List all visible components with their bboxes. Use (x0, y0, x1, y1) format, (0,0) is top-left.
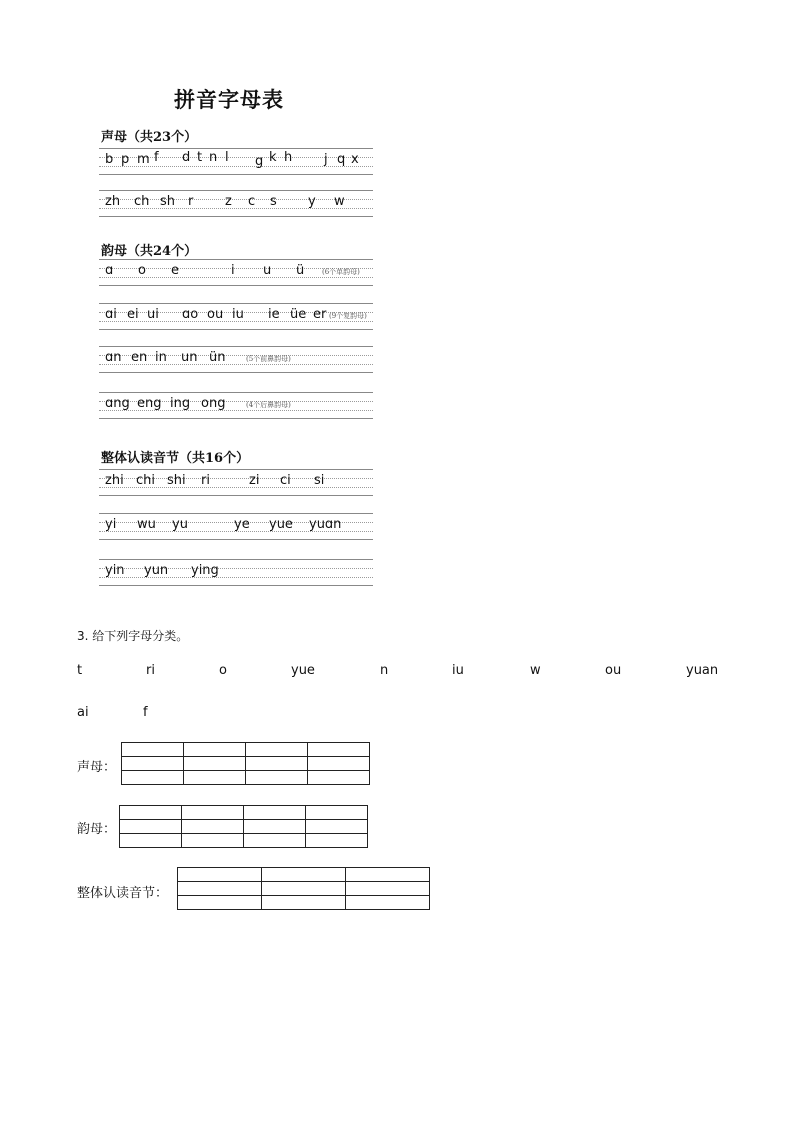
pinyin-item: ui (147, 307, 159, 322)
answer-cell[interactable] (122, 771, 184, 785)
pinyin-item: o (138, 263, 146, 278)
answer-cell[interactable] (244, 834, 306, 848)
zhengti-band-3 (99, 559, 373, 586)
pinyin-item: k (269, 150, 277, 165)
answer-cell[interactable] (346, 868, 430, 882)
pinyin-item: c (248, 194, 256, 209)
pinyin-item: üe (290, 307, 307, 322)
answer-cell[interactable] (120, 820, 182, 834)
answer-cell[interactable] (120, 806, 182, 820)
pinyin-item: ci (280, 473, 291, 488)
shengmu-heading: 声母（共23个） (101, 130, 198, 145)
pinyin-item: ün (209, 350, 226, 365)
pinyin-item: p (121, 152, 130, 167)
pinyin-item: in (155, 350, 167, 365)
category-note: (5个前鼻韵母) (246, 355, 291, 363)
pinyin-item: y (308, 194, 316, 209)
pinyin-item: ch (134, 194, 150, 209)
pinyin-item: ɑ (105, 263, 114, 278)
shengmu-band-2 (99, 190, 373, 217)
answer-cell[interactable] (178, 868, 262, 882)
pinyin-item: ying (191, 563, 219, 578)
pinyin-item: ɑn (105, 350, 122, 365)
answer-cell[interactable] (308, 771, 370, 785)
pinyin-item: j (324, 152, 328, 167)
pinyin-item: yun (144, 563, 169, 578)
pinyin-item: yuɑn (309, 517, 342, 532)
answer-cell[interactable] (306, 834, 368, 848)
pinyin-item: eng (137, 396, 162, 411)
pinyin-item: ou (207, 307, 224, 322)
pinyin-item: yu (172, 517, 188, 532)
pinyin-item: x (351, 152, 359, 167)
pinyin-item: yi (105, 517, 117, 532)
answer-cell[interactable] (308, 757, 370, 771)
word-item: ri (146, 663, 155, 678)
zhengti-answer-table (177, 867, 430, 910)
pinyin-item: u (263, 263, 272, 278)
pinyin-item: un (181, 350, 198, 365)
pinyin-item: ie (268, 307, 280, 322)
answer-cell[interactable] (184, 771, 246, 785)
pinyin-item: z (225, 194, 232, 209)
pinyin-item: b (105, 152, 114, 167)
yunmu-band-2 (99, 303, 373, 330)
pinyin-item: ri (201, 473, 210, 488)
answer-cell[interactable] (122, 743, 184, 757)
pinyin-item: wu (137, 517, 156, 532)
pinyin-item: yue (269, 517, 293, 532)
page-title: 拼音字母表 (174, 87, 284, 112)
pinyin-item: zi (249, 473, 260, 488)
answer-cell[interactable] (308, 743, 370, 757)
yunmu-answer-label: 韵母： (77, 822, 117, 837)
category-note: (4个后鼻韵母) (246, 401, 291, 409)
word-item: o (219, 663, 227, 678)
answer-cell[interactable] (246, 757, 308, 771)
word-item: ou (605, 663, 622, 678)
word-item: ai (77, 705, 89, 720)
shengmu-answer-table (121, 742, 370, 785)
shengmu-answer-label: 声母： (77, 760, 117, 775)
pinyin-item: yin (105, 563, 125, 578)
category-note: (6个单韵母) (322, 268, 360, 276)
answer-cell[interactable] (306, 806, 368, 820)
pinyin-item: iu (232, 307, 244, 322)
word-item: yuan (686, 663, 719, 678)
answer-cell[interactable] (346, 882, 430, 896)
pinyin-item: ɑng (105, 396, 130, 411)
pinyin-item: m (137, 152, 150, 167)
pinyin-item: q (337, 152, 346, 167)
word-item: iu (452, 663, 464, 678)
category-note: (9个复韵母) (329, 312, 367, 320)
word-item: w (530, 663, 541, 678)
pinyin-item: ing (170, 396, 191, 411)
answer-cell[interactable] (178, 896, 262, 910)
answer-cell[interactable] (306, 820, 368, 834)
pinyin-item: ɑi (105, 307, 117, 322)
zhengti-band-1 (99, 469, 373, 496)
answer-cell[interactable] (120, 834, 182, 848)
pinyin-item: s (270, 194, 277, 209)
pinyin-item: i (231, 263, 235, 278)
answer-cell[interactable] (244, 806, 306, 820)
yunmu-heading: 韵母（共24个） (101, 244, 198, 259)
answer-cell[interactable] (178, 882, 262, 896)
answer-cell[interactable] (246, 771, 308, 785)
pinyin-item: ü (296, 263, 305, 278)
pinyin-item: er (313, 307, 327, 322)
pinyin-item: n (209, 150, 218, 165)
word-item: t (77, 663, 83, 678)
answer-cell[interactable] (182, 820, 244, 834)
answer-cell[interactable] (346, 896, 430, 910)
pinyin-item: ei (127, 307, 139, 322)
pinyin-item: shi (167, 473, 186, 488)
answer-cell[interactable] (122, 757, 184, 771)
pinyin-item: ye (234, 517, 250, 532)
shengmu-band-1 (99, 148, 373, 175)
pinyin-item: ong (201, 396, 226, 411)
pinyin-item: en (131, 350, 148, 365)
pinyin-item: ɑo (182, 307, 199, 322)
answer-cell[interactable] (262, 882, 346, 896)
question-text: 3. 给下列字母分类。 (77, 629, 189, 643)
pinyin-item: g (255, 154, 264, 169)
answer-cell[interactable] (184, 757, 246, 771)
word-item: n (380, 663, 389, 678)
pinyin-item: f (154, 150, 159, 165)
pinyin-item: w (334, 194, 345, 209)
answer-cell[interactable] (262, 896, 346, 910)
pinyin-item: h (284, 150, 293, 165)
answer-cell[interactable] (244, 820, 306, 834)
zhengti-band-2 (99, 513, 373, 540)
answer-cell[interactable] (184, 743, 246, 757)
yunmu-band-3 (99, 346, 373, 373)
zhengti-answer-label: 整体认读音节： (77, 886, 169, 901)
pinyin-item: zhi (105, 473, 124, 488)
yunmu-band-1 (99, 259, 373, 286)
pinyin-item: l (225, 150, 229, 165)
pinyin-item: sh (160, 194, 176, 209)
zhengti-heading: 整体认读音节（共16个） (101, 451, 250, 466)
pinyin-item: r (188, 194, 194, 209)
answer-cell[interactable] (246, 743, 308, 757)
yunmu-answer-table (119, 805, 368, 848)
answer-cell[interactable] (182, 834, 244, 848)
pinyin-item: e (171, 263, 179, 278)
answer-cell[interactable] (262, 868, 346, 882)
yunmu-band-4 (99, 392, 373, 419)
word-item: yue (291, 663, 315, 678)
pinyin-item: si (314, 473, 325, 488)
pinyin-item: t (197, 150, 203, 165)
pinyin-item: chi (136, 473, 155, 488)
word-item: f (143, 705, 148, 720)
pinyin-item: zh (105, 194, 121, 209)
answer-cell[interactable] (182, 806, 244, 820)
pinyin-item: d (182, 150, 191, 165)
